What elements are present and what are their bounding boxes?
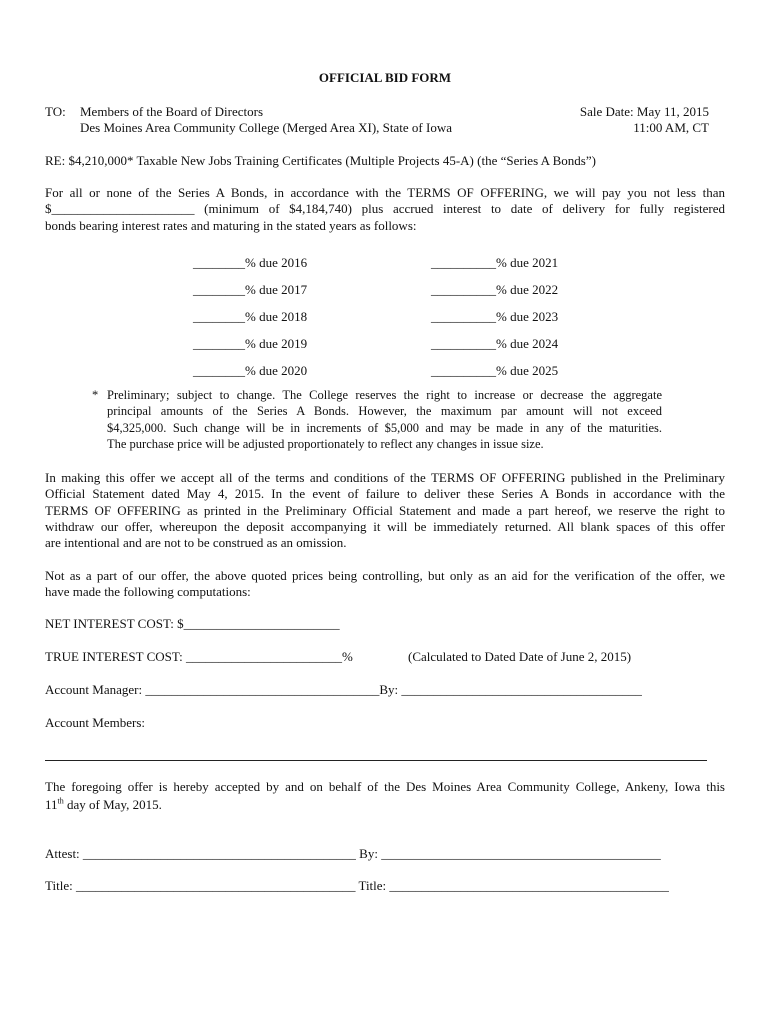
to-recipient-line1: Members of the Board of Directors bbox=[80, 104, 264, 119]
offer-line-3: bonds bearing interest rates and maturing in the stated years as follows: bbox=[45, 217, 417, 233]
to-label: TO: bbox=[45, 104, 66, 119]
maturity-2020: ________% due 2020 bbox=[193, 363, 308, 378]
preliminary-footnote bbox=[93, 387, 662, 452]
acceptance-date-rest: day of May, 2015. bbox=[63, 797, 162, 812]
account-members-label: Account Members: bbox=[45, 715, 146, 730]
computation-line: have made the following computations: bbox=[45, 584, 251, 600]
acceptance-day: 11 bbox=[45, 797, 58, 812]
footnote-asterisk: * bbox=[92, 388, 99, 402]
computation-line: Not as a part of our offer, the above quoted prices being controlling, but only as an aid for the verification of the offer, we bbox=[45, 568, 725, 583]
terms-line: are intentional and are not to be construed as an omission. bbox=[45, 535, 347, 551]
maturity-2025: __________% due 2025 bbox=[431, 363, 559, 378]
sale-time: 11:00 AM, CT bbox=[633, 120, 709, 135]
maturity-2018: ________% due 2018 bbox=[193, 309, 308, 324]
acceptance-day-suffix: th bbox=[57, 796, 64, 806]
true-interest-cost-field[interactable]: TRUE INTEREST COST: ________________________% bbox=[45, 649, 353, 664]
to-recipient-line2: Des Moines Area Community College (Merged Area XI), State of Iowa bbox=[80, 120, 452, 135]
maturity-2019: ________% due 2019 bbox=[193, 336, 308, 351]
attest-signature-field[interactable]: Attest: __________________________________________ By: ___________________________________________ bbox=[45, 846, 661, 861]
account-members-line[interactable] bbox=[45, 760, 707, 761]
maturity-2022: __________% due 2022 bbox=[431, 282, 559, 297]
offer-line-1: For all or none of the Series A Bonds, in accordance with the TERMS OF OFFERING, we will pay you not less than bbox=[45, 185, 725, 200]
footnote-line: principal amounts of the Series A Bonds. However, the maximum par amount will not exceed bbox=[107, 404, 662, 419]
acceptance-line-1: The foregoing offer is hereby accepted by and on behalf of the Des Moines Area Community College, Ankeny, Iowa this bbox=[45, 779, 725, 794]
account-manager-field[interactable]: Account Manager: ____________________________________By: _____________________________________ bbox=[45, 682, 642, 697]
terms-line: withdraw our offer, whereupon the deposit accompanying it will be immediately returned. All blank spaces of this offer bbox=[45, 518, 725, 534]
footnote-line: Preliminary; subject to change. The College reserves the right to increase or decrease the aggregate bbox=[107, 388, 662, 402]
re-line: RE: $4,210,000* Taxable New Jobs Training Certificates (Multiple Projects 45-A) (the “Series A Bonds”) bbox=[45, 153, 596, 168]
net-interest-cost-field[interactable]: NET INTEREST COST: $________________________ bbox=[45, 616, 340, 631]
terms-line: TERMS OF OFFERING as printed in the Preliminary Official Statement and made a part hereof, we reserve the right to bbox=[45, 502, 725, 518]
calculated-note: (Calculated to Dated Date of June 2, 2015) bbox=[408, 649, 632, 664]
acceptance-line-2 bbox=[45, 797, 162, 813]
terms-line: In making this offer we accept all of the terms and conditions of the TERMS OF OFFERING published in the Preliminary bbox=[45, 470, 725, 485]
terms-paragraph bbox=[45, 470, 725, 551]
footnote-line: The purchase price will be adjusted proportionately to reflect any changes in issue size. bbox=[107, 436, 544, 451]
offer-paragraph bbox=[45, 185, 725, 234]
maturity-2017: ________% due 2017 bbox=[193, 282, 308, 297]
maturity-2023: __________% due 2023 bbox=[431, 309, 559, 324]
footnote-line: $4,325,000. Such change will be in increments of $5,000 and may be made in any of the maturities. bbox=[107, 420, 662, 435]
title-signature-field[interactable]: Title: ___________________________________________ Title: ___________________________________________ bbox=[45, 878, 669, 893]
computation-paragraph bbox=[45, 568, 725, 601]
offer-line-2: $______________________ (minimum of $4,184,740) plus accrued interest to date of delivery for fully registered bbox=[45, 201, 725, 217]
sale-date: Sale Date: May 11, 2015 bbox=[579, 104, 709, 119]
maturity-2021: __________% due 2021 bbox=[431, 255, 559, 270]
maturity-2016: ________% due 2016 bbox=[193, 255, 308, 270]
terms-line: Official Statement dated May 4, 2015. In the event of failure to deliver these Series A Bonds in accordance with the bbox=[45, 486, 725, 502]
form-title: OFFICIAL BID FORM bbox=[318, 70, 452, 85]
maturity-2024: __________% due 2024 bbox=[431, 336, 559, 351]
